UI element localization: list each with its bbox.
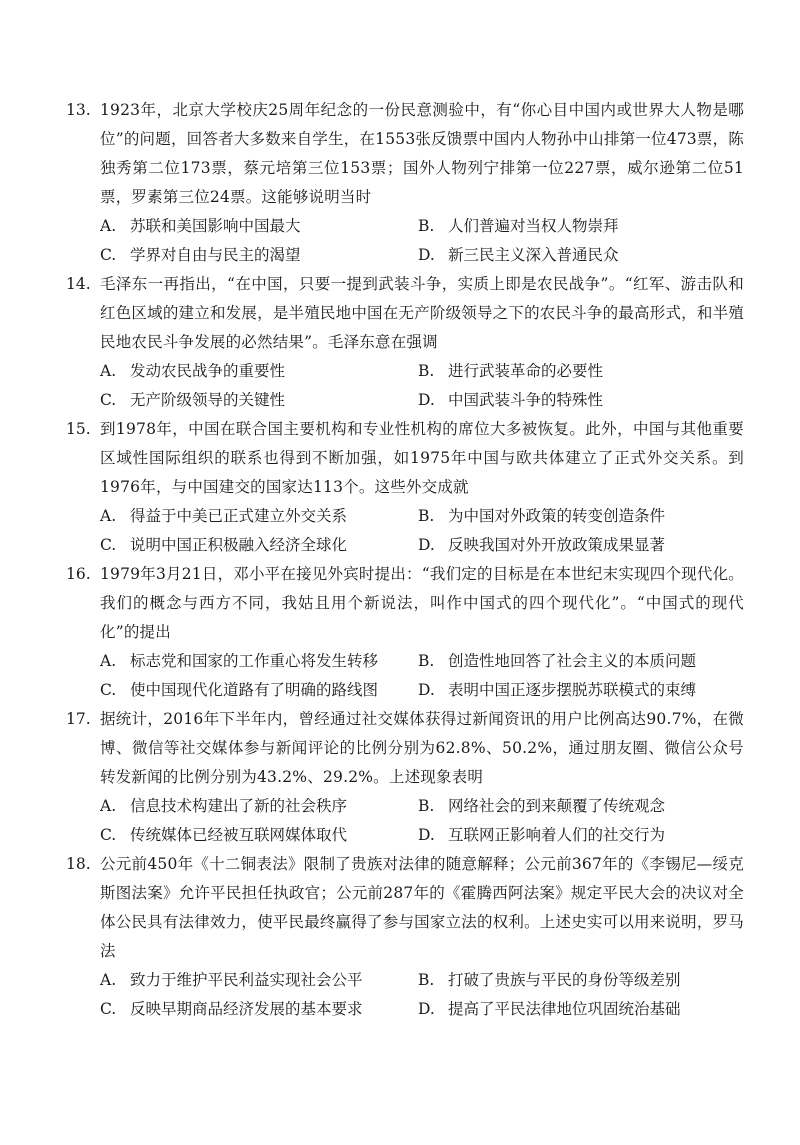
option-letter: C. — [100, 246, 117, 264]
option-d — [418, 531, 665, 560]
option-text: 学界对自由与民主的渴望 — [130, 246, 301, 264]
option-d — [418, 821, 665, 850]
option-letter: D. — [418, 1000, 435, 1018]
question-number: 18. — [66, 855, 91, 873]
option-letter: A. — [100, 362, 117, 380]
option-d — [418, 386, 603, 415]
option-b — [418, 792, 665, 821]
option-letter: D. — [418, 681, 435, 699]
option-letter: A. — [100, 652, 117, 670]
option-text: 网络社会的到来颠覆了传统观念 — [448, 797, 666, 815]
option-text: 进行武装革命的必要性 — [448, 362, 604, 380]
option-letter: B. — [418, 507, 435, 525]
option-text: 创造性地回答了社会主义的本质问题 — [448, 652, 697, 670]
option-letter: D. — [418, 536, 435, 554]
option-letter: C. — [100, 826, 117, 844]
option-text: 传统媒体已经被互联网媒体取代 — [130, 826, 348, 844]
option-letter: D. — [418, 826, 435, 844]
option-text: 苏联和美国影响中国最大 — [130, 217, 301, 235]
option-d — [418, 995, 681, 1024]
option-c — [100, 241, 301, 270]
question-number: 17. — [66, 710, 91, 728]
option-text: 人们普遍对当权人物崇拜 — [448, 217, 619, 235]
option-letter: B. — [418, 362, 435, 380]
question-stem: 1923年，北京大学校庆25周年纪念的一份民意测验中，有“你心目中国内或世界大人物是哪位”的问题，回答者大多数来自学生，在1553张反馈票中国内人物孙中山排第一位473票，陈独秀第二位173票，蔡元培第三位153票；国外人物列宁排第一位227票，威尔逊第二位51票，罗素第三位24票。这能够说明当时 — [100, 101, 744, 206]
option-text: 标志党和国家的工作重心将发生转移 — [130, 652, 379, 670]
option-letter: B. — [418, 971, 435, 989]
option-letter: B. — [418, 797, 435, 815]
option-letter: C. — [100, 536, 117, 554]
option-text: 互联网正影响着人们的社交行为 — [448, 826, 666, 844]
option-a — [100, 966, 363, 995]
option-text: 中国武装斗争的特殊性 — [448, 391, 604, 409]
question-number: 16. — [66, 565, 91, 583]
option-text: 表明中国正逐步摆脱苏联模式的束缚 — [448, 681, 697, 699]
option-text: 打破了贵族与平民的身份等级差别 — [448, 971, 681, 989]
option-letter: B. — [418, 652, 435, 670]
option-text: 为中国对外政策的转变创造条件 — [448, 507, 666, 525]
option-letter: C. — [100, 391, 117, 409]
option-a — [100, 647, 378, 676]
question-stem: 到1978年，中国在联合国主要机构和专业性机构的席位大多被恢复。此外，中国与其他重要区域性国际组织的联系也得到不断加强，如1975年中国与欧共体建立了正式外交关系。到1976年，与中国建交的国家达113个。这些外交成就 — [100, 420, 744, 496]
option-text: 反映我国对外开放政策成果显著 — [448, 536, 666, 554]
option-letter: A. — [100, 797, 117, 815]
option-text: 新三民主义深入普通民众 — [448, 246, 619, 264]
option-a — [100, 212, 301, 241]
option-text: 无产阶级领导的关键性 — [130, 391, 286, 409]
option-letter: B. — [418, 217, 435, 235]
option-c — [100, 386, 285, 415]
option-b — [418, 502, 665, 531]
option-c — [100, 531, 347, 560]
option-b — [418, 966, 681, 995]
option-letter: A. — [100, 971, 117, 989]
question-stem: 公元前450年《十二铜表法》限制了贵族对法律的随意解释；公元前367年的《李锡尼—绥克斯图法案》允许平民担任执政官；公元前287年的《霍腾西阿法案》规定平民大会的决议对全体公民具有法律效力，使平民最终赢得了参与国家立法的权利。上述史实可以用来说明，罗马法 — [100, 855, 744, 960]
question-stem: 毛泽东一再指出，“在中国，只要一提到武装斗争，实质上即是农民战争”。“红军、游击队和红色区域的建立和发展，是半殖民地中国在无产阶级领导之下的农民斗争的最高形式，和半殖民地农民斗争发展的必然结果”。毛泽东意在强调 — [100, 275, 744, 351]
question-stem: 1979年3月21日，邓小平在接见外宾时提出：“我们定的目标是在本世纪末实现四个现代化。我们的概念与西方不同，我姑且用个新说法，叫作中国式的四个现代化”。“中国式的现代化”的提出 — [100, 565, 744, 641]
option-text: 反映早期商品经济发展的基本要求 — [130, 1000, 363, 1018]
option-b — [418, 212, 619, 241]
option-d — [418, 241, 619, 270]
option-text: 说明中国正积极融入经济全球化 — [130, 536, 348, 554]
option-c — [100, 995, 363, 1024]
option-d — [418, 676, 696, 705]
option-text: 发动农民战争的重要性 — [130, 362, 286, 380]
question-stem: 据统计，2016年下半年内，曾经通过社交媒体获得过新闻资讯的用户比例高达90.7%，在微博、微信等社交媒体参与新闻评论的比例分别为62.8%、50.2%，通过朋友圈、微信公众号转发新闻的比例分别为43.2%、29.2%。上述现象表明 — [100, 710, 744, 786]
option-a — [100, 792, 347, 821]
option-c — [100, 676, 378, 705]
question-number: 14. — [66, 275, 91, 293]
option-text: 提高了平民法律地位巩固统治基础 — [448, 1000, 681, 1018]
option-a — [100, 502, 347, 531]
option-text: 得益于中美已正式建立外交关系 — [130, 507, 348, 525]
option-b — [418, 647, 696, 676]
option-b — [418, 357, 603, 386]
option-c — [100, 821, 347, 850]
option-letter: A. — [100, 217, 117, 235]
question-number: 15. — [66, 420, 91, 438]
option-letter: D. — [418, 391, 435, 409]
option-text: 信息技术构建出了新的社会秩序 — [130, 797, 348, 815]
option-letter: A. — [100, 507, 117, 525]
option-letter: D. — [418, 246, 435, 264]
option-letter: C. — [100, 681, 117, 699]
option-text: 使中国现代化道路有了明确的路线图 — [130, 681, 379, 699]
question-number: 13. — [66, 101, 91, 119]
option-a — [100, 357, 285, 386]
option-text: 致力于维护平民利益实现社会公平 — [130, 971, 363, 989]
option-letter: C. — [100, 1000, 117, 1018]
